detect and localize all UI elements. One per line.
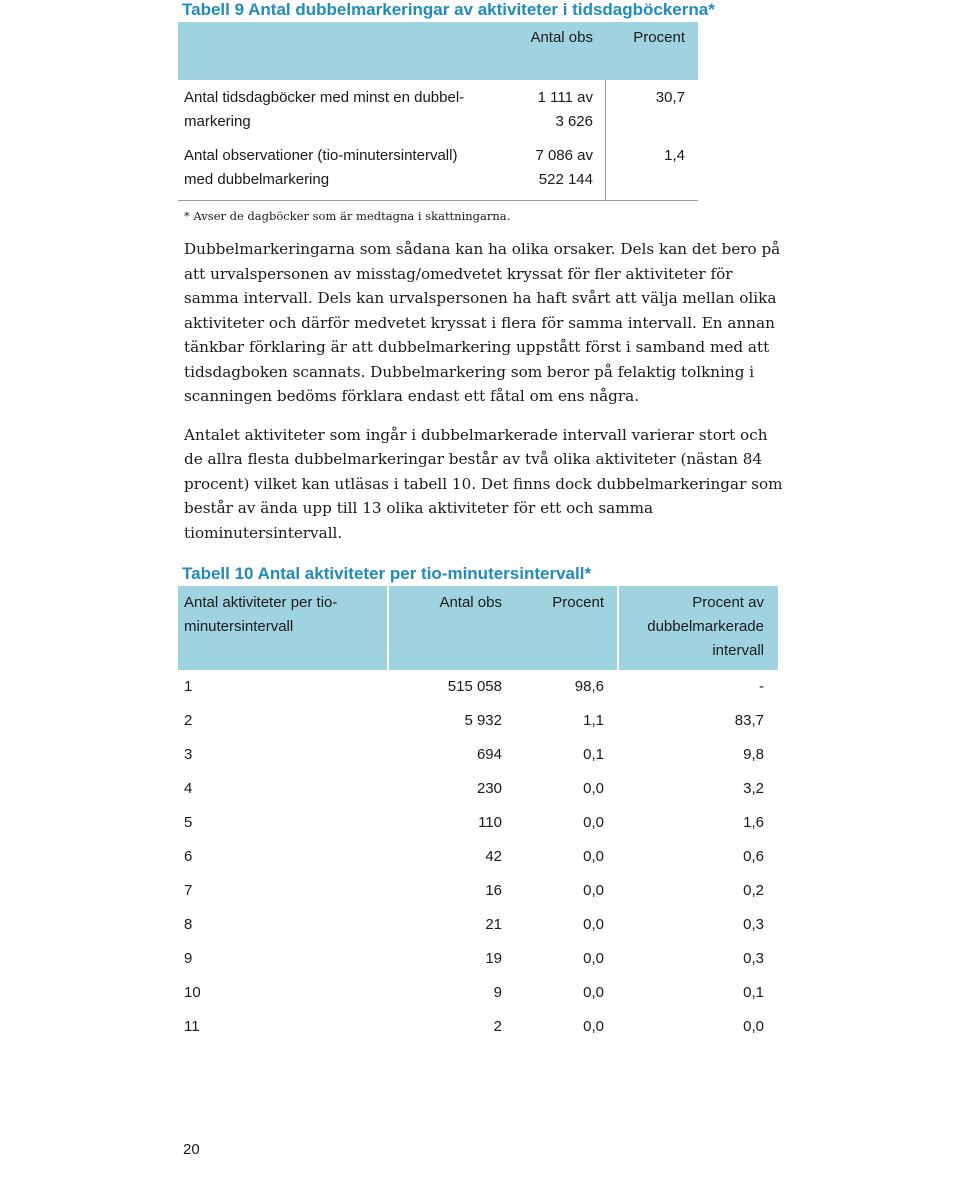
table-cell: 0,0 [583, 984, 604, 1001]
table10-header-sep [387, 586, 389, 670]
table-cell: 11 [184, 1018, 200, 1035]
table9-row1-label: Antal tidsdagböcker med minst en dubbel- markering [184, 89, 465, 130]
table-row [178, 1015, 778, 1039]
table10-header-col3: Procent [552, 594, 604, 611]
table-cell: 0,0 [583, 916, 604, 933]
table9-bottom-rule [178, 200, 698, 201]
table-cell: 0,0 [743, 1018, 764, 1035]
table-cell: 0,0 [583, 814, 604, 831]
table-row [178, 981, 778, 1005]
table-cell: 0,0 [583, 882, 604, 899]
table9-row1-pct: 30,7 [655, 89, 685, 106]
table-cell: 19 [485, 950, 502, 967]
paragraph-1: Dubbelmarkeringarna som sådana kan ha olika orsaker. Dels kan det bero på att urvalspersonen av misstag/omedvetet kryssat för fler aktiviteter för samma intervall. Dels kan urvalspersonen ha haft svårt att välja mellan olika aktiviteter och därför medvetet kryssat i flera för samma intervall. En annan tänkbar förklaring är att dubbelmarkering uppstått först i samband med att tidsdagboken scannats. Dubbelmarkering som beror på felaktig tolkning i scanningen bedöms förklara endast ett fåtal om ens några. [184, 240, 781, 405]
table-row [178, 743, 778, 767]
table10-header-col2: Antal obs [439, 594, 502, 611]
table9-row1-obs: 1 111 av 3 626 [537, 89, 593, 130]
table-cell: 0,0 [583, 780, 604, 797]
table10-caption: Tabell 10 Antal aktiviteter per tio-minutersintervall* [182, 564, 592, 583]
table-cell: 1,1 [583, 712, 604, 729]
table-cell: 0,0 [583, 950, 604, 967]
table-cell: 3 [184, 746, 193, 763]
table-cell: 110 [478, 814, 502, 831]
table-cell: 230 [476, 780, 502, 797]
table-cell: 9 [184, 950, 193, 967]
table-cell: 16 [485, 882, 502, 899]
table-cell: 0,3 [743, 950, 764, 967]
table9-header-pct: Procent [633, 29, 685, 46]
table10-header-col1: Antal aktiviteter per tio- minutersintervall [184, 594, 338, 635]
table-cell: 42 [485, 848, 502, 865]
table-row [178, 947, 778, 971]
table-cell: 2 [493, 1018, 502, 1035]
table-cell: 8 [184, 916, 193, 933]
table-cell: 9,8 [743, 746, 764, 763]
table9-footnote: * Avser de dagböcker som är medtagna i skattningarna. [184, 209, 511, 223]
table-row [178, 913, 778, 937]
table9-row2-obs: 7 086 av 522 144 [535, 147, 593, 188]
table-row [178, 709, 778, 733]
table9-caption: Tabell 9 Antal dubbelmarkeringar av aktiviteter i tidsdagböckerna* [182, 0, 715, 19]
table-cell: 5 932 [464, 712, 502, 729]
table-cell: 0,2 [743, 882, 764, 899]
table-row [178, 777, 778, 801]
table-cell: 0,1 [743, 984, 764, 1001]
table-cell: 21 [485, 916, 502, 933]
table9-column-rule [605, 80, 606, 200]
table-cell: 4 [184, 780, 193, 797]
table-cell: 0,0 [583, 848, 604, 865]
table-cell: 515 058 [447, 678, 502, 695]
table10-header-sep [617, 586, 619, 670]
table-row [178, 845, 778, 869]
table-cell: - [759, 678, 764, 695]
table-cell: 694 [476, 746, 502, 763]
table-cell: 9 [493, 984, 502, 1001]
table-cell: 1,6 [743, 814, 764, 831]
table-cell: 6 [184, 848, 193, 865]
table9-row2-label: Antal observationer (tio-minutersintervall) med dubbelmarkering [184, 147, 458, 188]
table-cell: 0,3 [743, 916, 764, 933]
table9-header-obs: Antal obs [530, 29, 593, 46]
table-cell: 1 [184, 678, 193, 695]
table-cell: 2 [184, 712, 193, 729]
table-cell: 3,2 [743, 780, 764, 797]
table10-header-col4: Procent av dubbelmarkerade intervall [647, 594, 764, 659]
table-cell: 83,7 [734, 712, 764, 729]
table-cell: 0,6 [743, 848, 764, 865]
table9-row2-pct: 1,4 [664, 147, 685, 164]
table-cell: 5 [184, 814, 193, 831]
table-row [178, 675, 778, 699]
table-cell: 98,6 [574, 678, 604, 695]
table-cell: 7 [184, 882, 193, 899]
page-number: 20 [183, 1141, 200, 1158]
table-row [178, 879, 778, 903]
paragraph-2: Antalet aktiviteter som ingår i dubbelmarkerade intervall varierar stort och de allra flesta dubbelmarkeringar består av två olika aktiviteter (nästan 84 procent) vilket kan utläsas i tabell 10. Det finns dock dubbelmarkeringar som består av ända upp till 13 olika aktiviteter för ett och samma tiominutersintervall. [184, 425, 783, 542]
table-cell: 0,0 [583, 1018, 604, 1035]
body-text [184, 237, 784, 545]
table-cell: 0,1 [583, 746, 604, 763]
table-row [178, 811, 778, 835]
table-cell: 10 [184, 984, 201, 1001]
